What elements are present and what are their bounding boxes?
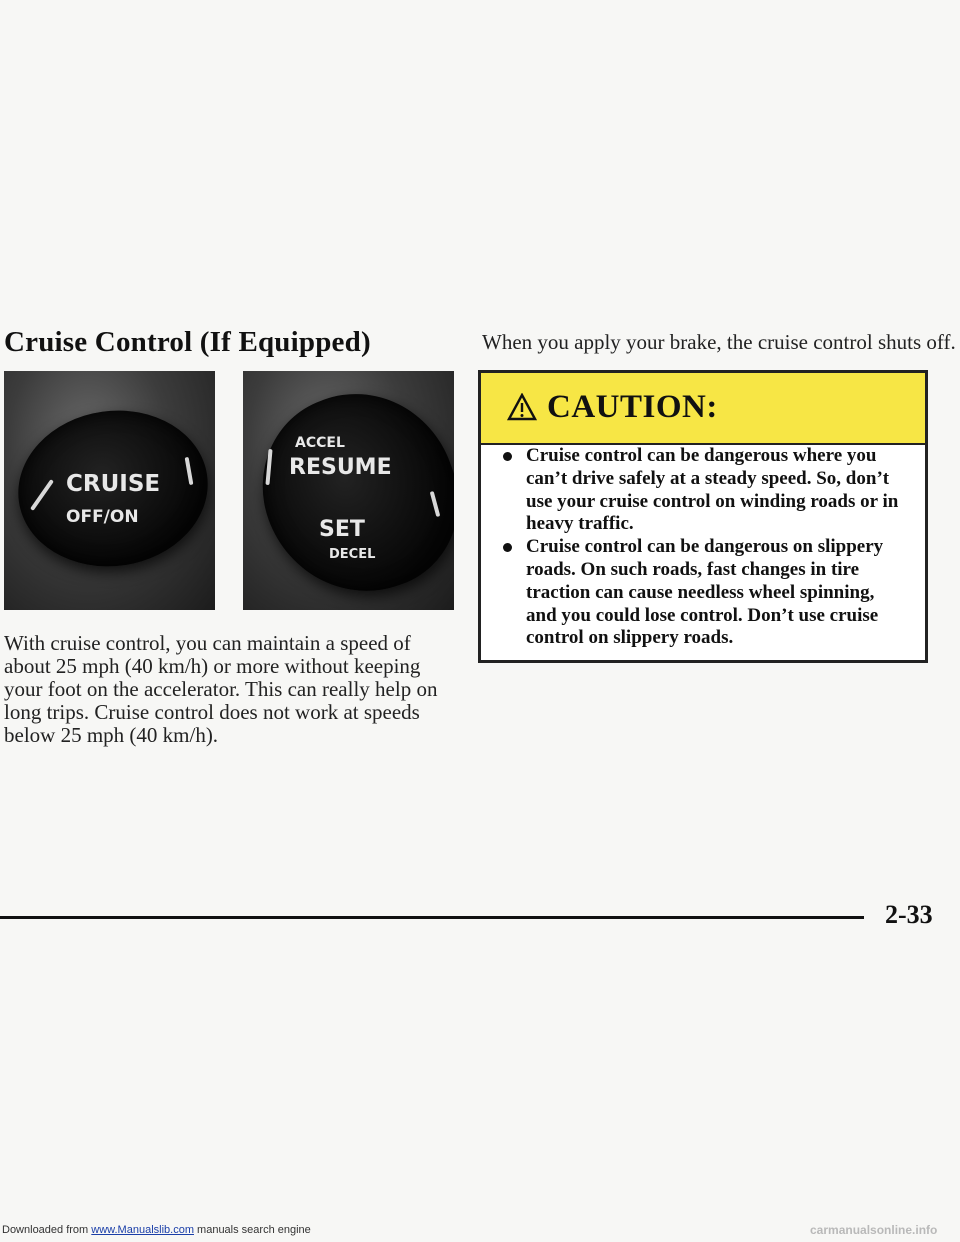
warning-triangle-icon bbox=[507, 393, 537, 421]
body-paragraph: With cruise control, you can maintain a speed of about 25 mph (40 km/h) or more without keeping your foot on the accelerator. This can really help on long trips. Cruise control does not work at speeds below 25 mph (40 km/h). bbox=[4, 631, 438, 747]
resume-set-button-photo bbox=[243, 371, 454, 610]
brake-note: When you apply your brake, the cruise control shuts off. bbox=[482, 330, 956, 354]
page-number: 2-33 bbox=[885, 900, 933, 929]
caution-item: Cruise control can be dangerous where you can’t drive safely at a steady speed. So, don’t use your cruise control on winding roads or in heavy traffic. bbox=[481, 445, 925, 536]
caution-item: Cruise control can be dangerous on slippery roads. On such roads, fast changes in tire traction can cause needless wheel spinning, and you could lose control. Don’t use cruise control on slippery roads. bbox=[481, 536, 925, 650]
caution-header bbox=[481, 373, 925, 445]
download-note: Downloaded from www.Manualslib.com manuals search engine bbox=[2, 1224, 311, 1236]
footer-rule bbox=[0, 916, 864, 919]
manualslib-link[interactable]: www.Manualslib.com bbox=[91, 1224, 194, 1236]
resume-label: RESUME bbox=[289, 455, 392, 480]
off-on-label: OFF/ON bbox=[66, 507, 139, 527]
watermark: carmanualsonline.info bbox=[810, 1223, 938, 1237]
cruise-button-photo bbox=[4, 371, 215, 610]
set-label: SET bbox=[319, 517, 365, 542]
bullet-icon bbox=[503, 543, 512, 552]
caution-list bbox=[481, 443, 925, 648]
decel-label: DECEL bbox=[329, 547, 376, 562]
caution-title: CAUTION: bbox=[547, 389, 718, 425]
accel-label: ACCEL bbox=[295, 435, 345, 451]
caution-box bbox=[478, 370, 928, 663]
page-title: Cruise Control (If Equipped) bbox=[4, 326, 371, 358]
resume-set-knob bbox=[243, 371, 454, 610]
cruise-label: CRUISE bbox=[66, 471, 161, 497]
bullet-icon bbox=[503, 452, 512, 461]
